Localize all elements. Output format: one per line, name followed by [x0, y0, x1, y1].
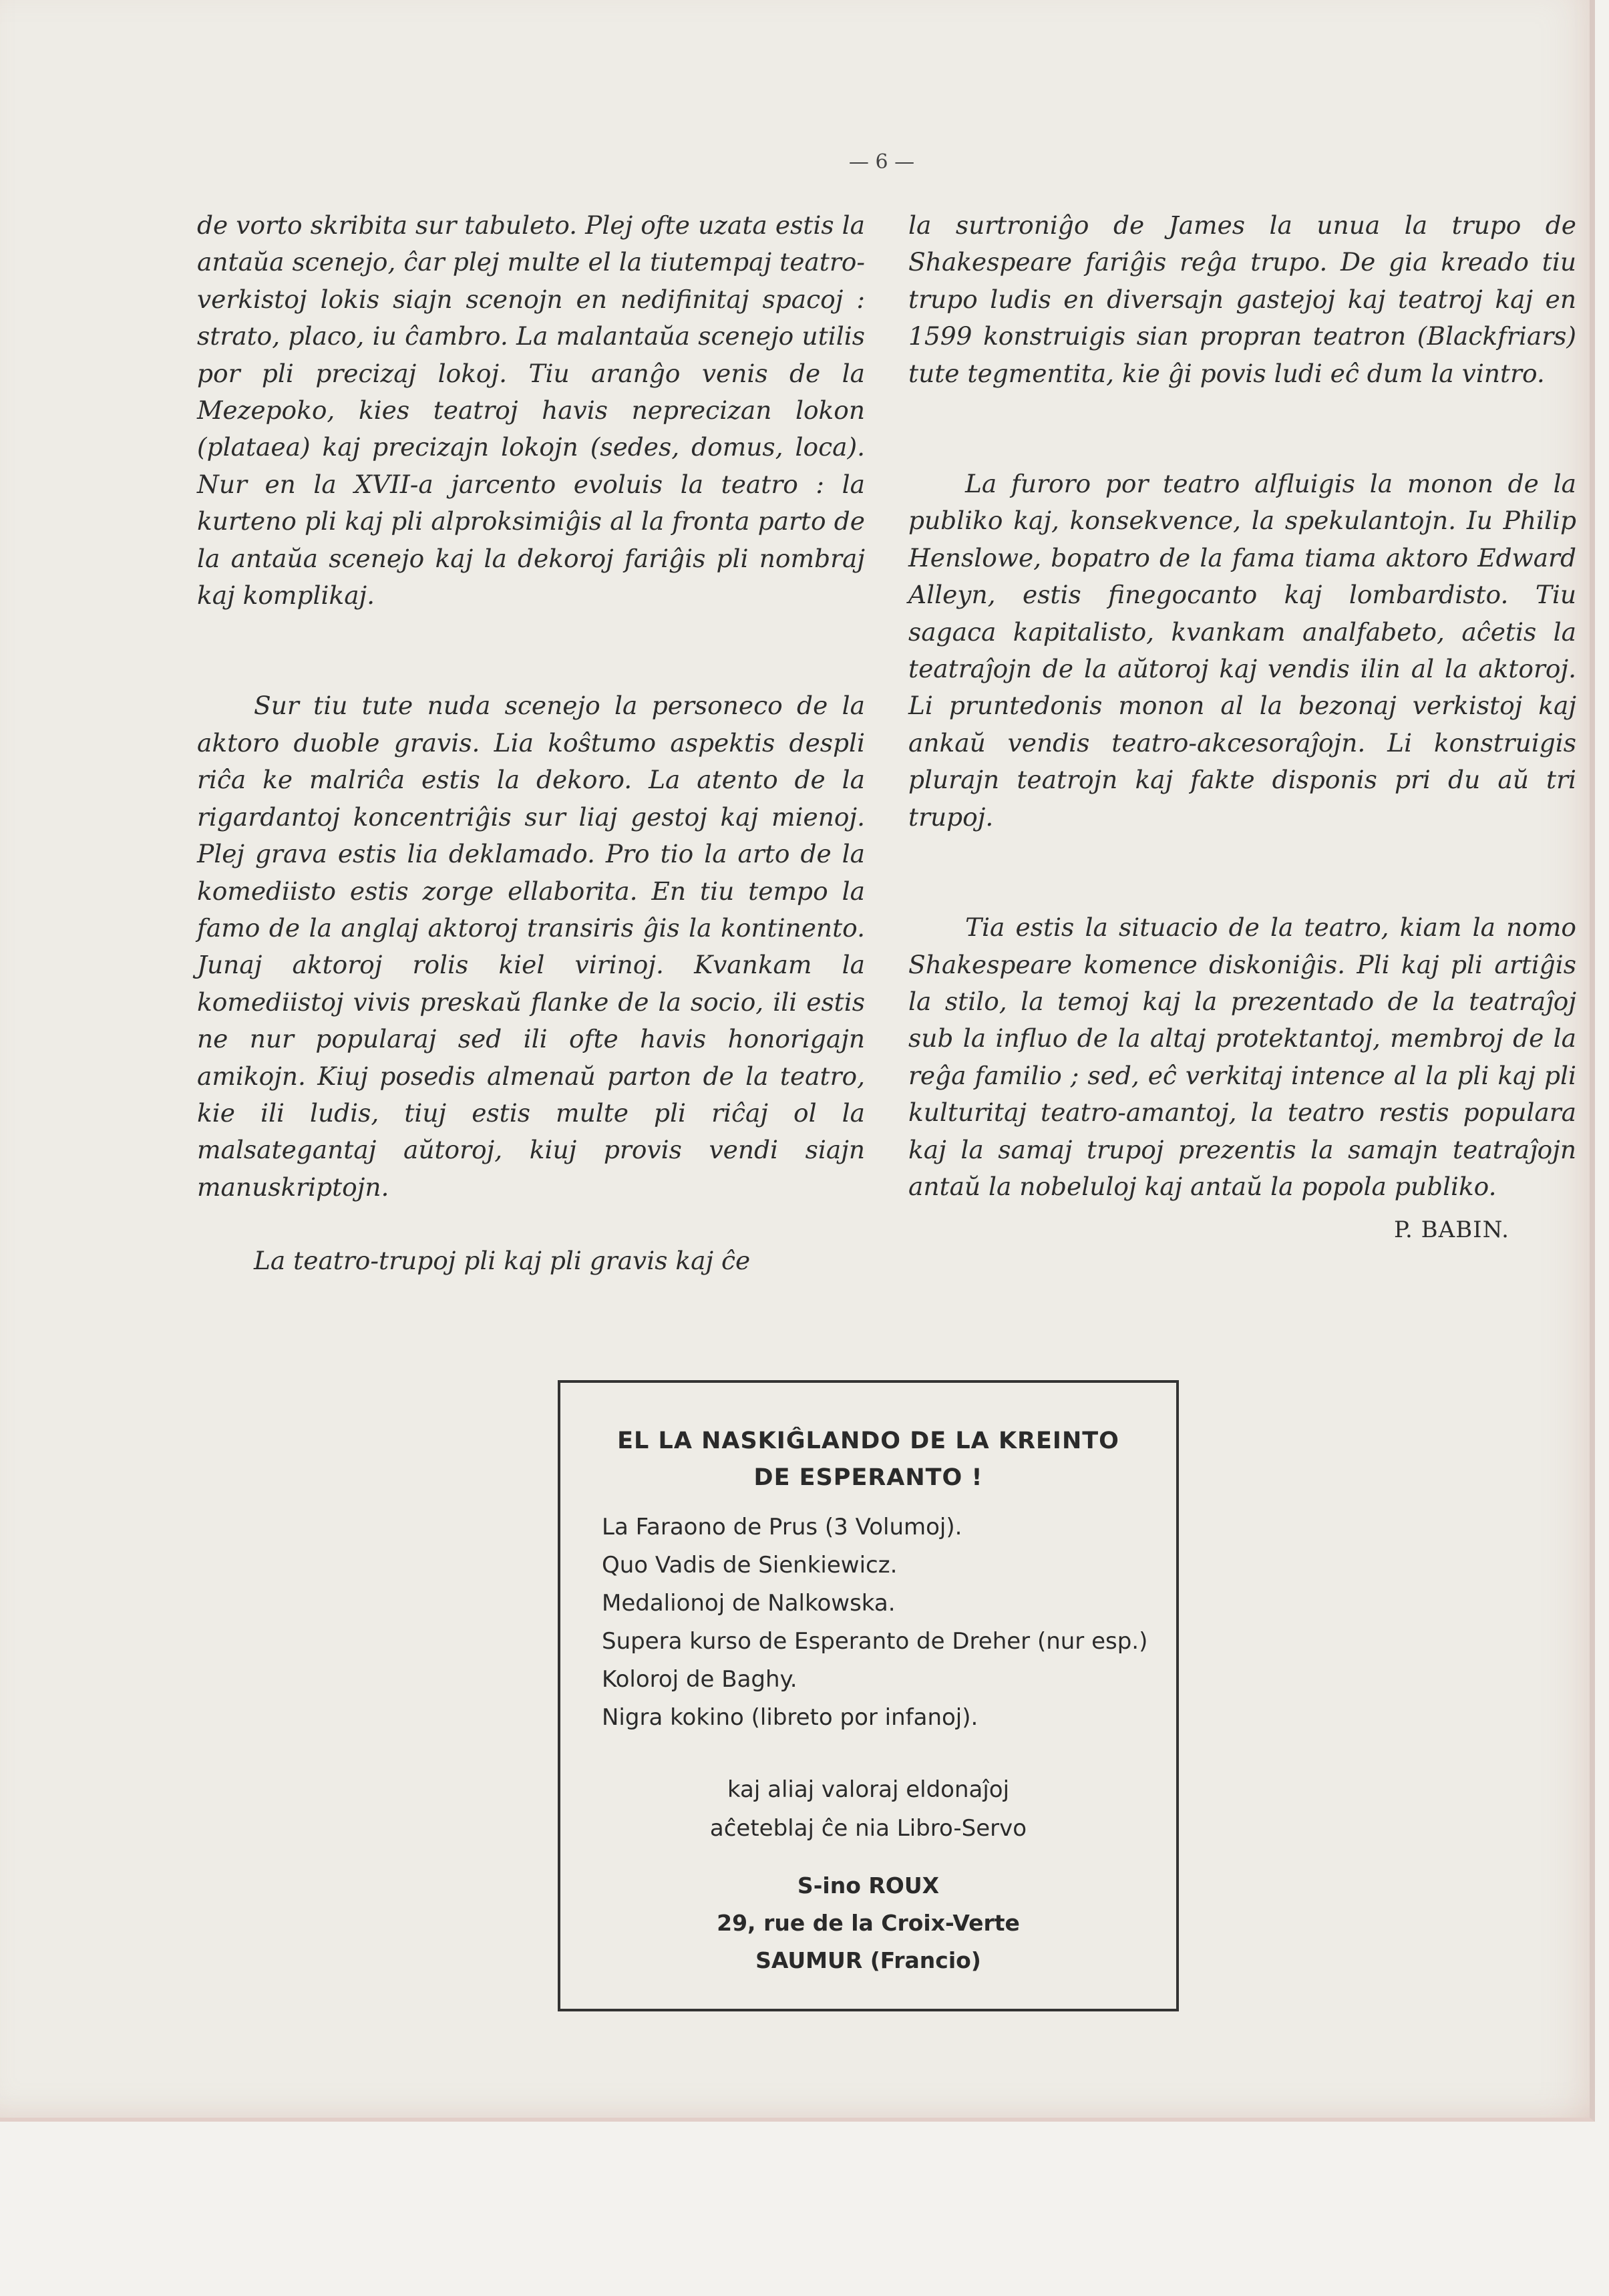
address-name: S-ino ROUX: [797, 1872, 940, 1899]
note-line: aĉeteblaj ĉe nia Libro-Servo: [709, 1815, 1027, 1842]
book-item: Medalionoj de Nalkowska.: [602, 1590, 896, 1617]
advertisement-note: [560, 1770, 1176, 1848]
advertisement-title: [560, 1423, 1176, 1496]
author-signature: P. BABIN.: [1394, 1216, 1509, 1244]
address-street: 29, rue de la Croix-Verte: [717, 1910, 1020, 1936]
book-item: Supera kurso de Esperanto de Dreher (nur esp.): [602, 1628, 1148, 1655]
advertisement-title-line: EL LA NASKIĜLANDO DE LA KREINTO: [617, 1428, 1119, 1454]
page-number: — 6 —: [848, 150, 915, 174]
left-column: [197, 207, 865, 1280]
paragraph: de vorto skribita sur tabuleto. Plej ofte uzata estis la antaŭa scenejo, ĉar plej multe el la tiutempaj teatro-verkistoj lokis siajn scenojn en nedifinitaj spacoj : strato, placo, iu ĉambro. La malantaŭa scenejo utilis por pli precizaj lokoj. Tiu aranĝo venis de la Mezepoko, kies teatroj havis neprecizan lokon (plataea) kaj precizajn lokojn (sedes, domus, loca). Nur en la XVII-a jarcento evoluis la teatro : la kurteno pli kaj pli alproksimiĝis al la fronta parto de la antaŭa scenejo kaj la dekoroj fariĝis pli nombraj kaj komplikaj.: [197, 210, 865, 611]
paragraph: la surtroniĝo de James la unua la trupo de Shakespeare fariĝis reĝa trupo. De gia kreado tiu trupo ludis en diversajn gastejoj kaj teatroj kaj en 1599 konstruigis sian propran teatron (Blackfriars) tute tegmentita, kie ĝi povis ludi eĉ dum la vintro.: [908, 210, 1576, 388]
book-list: [602, 1508, 1149, 1737]
paragraph: La teatro-trupoj pli kaj pli gravis kaj ĉe: [254, 1246, 751, 1276]
paragraph: La furoro por teatro alfluigis la monon de la publiko kaj, konsekvence, la spekulantojn. Iu Philip Henslowe, bopatro de la fama tiama aktoro Edward Alleyn, estis finegocanto kaj lombardisto. Tiu sagaca kapitalisto, kvankam analfabeto, aĉetis la teatraĵojn de la aŭtoroj kaj vendis ilin al la aktoroj. Li pruntedonis monon al la bezonaj verkistoj kaj ankaŭ vendis teatro-akcesoraĵojn. Li konstruigis plurajn teatrojn kaj fakte disponis pri du aŭ tri trupoj.: [908, 469, 1576, 832]
paragraph: Sur tiu tute nuda scenejo la personeco de la aktoro duoble gravis. Lia koŝtumo aspektis despli riĉa ke malriĉa estis la dekoro. La atento de la rigardantoj koncentriĝis sur liaj gestoj kaj mienoj. Plej grava estis lia deklamado. Pro tio la arto de la komediisto estis zorge ellaborita. En tiu tempo la famo de la anglaj aktoroj transiris ĝis la kontinento. Junaj aktoroj rolis kiel virinoj. Kvankam la komediistoj vivis preskaŭ flanke de la socio, ili estis ne nur popularaj sed ili ofte havis honorigajn amikojn. Kiuj posedis almenaŭ parton de la teatro, kie ili ludis, tiuj estis multe pli riĉaj ol la malsategantaj aŭtoroj, kiuj provis vendi siajn manuskriptojn.: [197, 691, 865, 1202]
book-item: Koloroj de Baghy.: [602, 1666, 797, 1693]
book-item: La Faraono de Prus (3 Volumoj).: [602, 1514, 962, 1540]
note-line: kaj aliaj valoraj eldonaĵoj: [727, 1776, 1010, 1803]
book-item: Quo Vadis de Sienkiewicz.: [602, 1552, 898, 1579]
seller-address: [560, 1867, 1176, 1979]
right-column: [908, 207, 1576, 1249]
paragraph: Tia estis la situacio de la teatro, kiam la nomo Shakespeare komence diskoniĝis. Pli kaj pli artiĝis la stilo, la temoj kaj la prezentado de la teatraĵoj sub la influo de la altaj protektantoj, membroj de la reĝa familio ; sed, eĉ verkitaj intence al la pli kaj pli kulturitaj teatro-amantoj, la teatro restis populara kaj la samaj trupoj prezentis la samajn teatraĵojn antaŭ la nobeluloj kaj antaŭ la popola publiko.: [908, 913, 1576, 1201]
address-city: SAUMUR (Francio): [755, 1947, 981, 1973]
book-item: Nigra kokino (libreto por infanoj).: [602, 1704, 978, 1731]
advertisement-title-line: DE ESPERANTO !: [753, 1464, 983, 1491]
book-advertisement-box: [558, 1380, 1179, 2011]
